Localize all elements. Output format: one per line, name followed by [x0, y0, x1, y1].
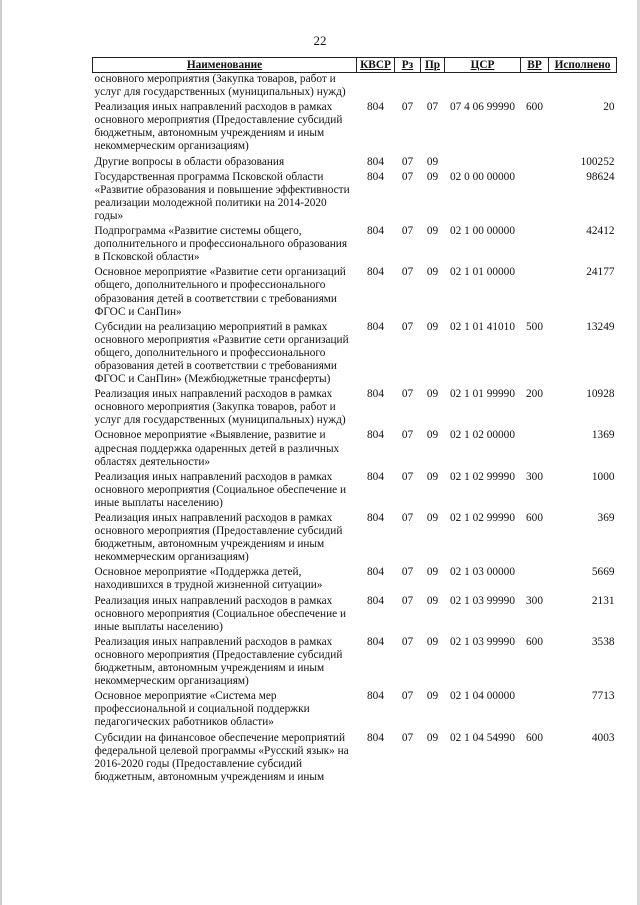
cell-done: 13249 [586, 320, 615, 333]
table-row [93, 386, 617, 427]
cell-vr [521, 73, 549, 100]
cell-name: основного мероприятия (Закупка товаров, работ и услуг для государственных (муниципальных) нужд) [94, 73, 346, 99]
cell-csr: 02 1 02 99990 [450, 470, 515, 483]
col-header-done: Исполнено [549, 58, 617, 73]
table-row [93, 730, 617, 784]
cell-pr: 09 [426, 566, 439, 579]
cell-kvsr: 804 [367, 566, 384, 579]
cell-csr: 02 1 04 00000 [450, 690, 515, 703]
cell-done: 20 [603, 101, 615, 114]
cell-name: Субсидии на реализацию мероприятий в рамках основного мероприятия «Развитие сети организаций общего, дополнительного и профессионального образования детей в соответствии с требованиями ФГОС и СанПин» (Межбюджетные трансферты) [94, 320, 349, 386]
cell-csr: 02 1 01 00000 [450, 266, 515, 279]
cell-done: 100252 [580, 155, 615, 168]
cell-vr: 600 [526, 635, 543, 648]
table-row [93, 264, 617, 318]
cell-csr: 02 1 04 54990 [450, 731, 515, 744]
cell-done: 98624 [586, 170, 615, 183]
cell-done: 7713 [591, 690, 615, 703]
cell-csr: 02 1 00 00000 [450, 225, 515, 238]
cell-pr: 09 [426, 594, 439, 607]
cell-rz: 07 [401, 512, 414, 524]
table-row [93, 634, 617, 688]
cell-vr: 200 [526, 388, 543, 401]
cell-rz: 07 [401, 388, 414, 401]
cell-pr: 09 [426, 225, 439, 238]
table-row [93, 593, 617, 634]
cell-pr: 09 [426, 470, 439, 483]
cell-vr: 300 [526, 594, 543, 607]
cell-rz: 07 [401, 320, 414, 333]
table-row [93, 688, 617, 729]
cell-kvsr: 804 [367, 512, 384, 524]
table-header-row [93, 58, 617, 73]
cell-done: 5669 [591, 566, 615, 579]
cell-done [549, 73, 617, 100]
cell-vr [521, 264, 549, 318]
table-row [93, 169, 617, 223]
cell-done: 1369 [591, 429, 615, 442]
cell-vr: 600 [526, 101, 543, 114]
cell-done: 1000 [591, 470, 615, 483]
cell-vr: 600 [526, 512, 543, 524]
cell-rz: 07 [401, 635, 414, 648]
cell-pr: 09 [426, 170, 439, 183]
cell-done: 2131 [591, 594, 615, 607]
cell-csr: 02 1 02 99990 [450, 512, 515, 524]
cell-done: 369 [597, 512, 615, 524]
cell-rz: 07 [401, 170, 414, 183]
table-row [93, 427, 617, 468]
cell-csr: 02 1 02 00000 [450, 429, 515, 442]
cell-pr: 09 [426, 690, 439, 703]
cell-vr [521, 564, 549, 592]
cell-csr: 02 1 03 99990 [450, 635, 515, 648]
cell-csr: 02 1 01 99990 [450, 388, 515, 401]
cell-vr: 500 [526, 320, 543, 333]
cell-pr: 09 [426, 155, 439, 168]
page-number: 22 [313, 33, 327, 48]
cell-name: Основное мероприятие «Система мер профессиональной и социальной поддержки педагогических работников области» [94, 690, 310, 729]
table-row [93, 154, 617, 169]
col-header-name: Наименование [93, 58, 357, 73]
cell-done: 3538 [591, 635, 615, 648]
table-row [93, 223, 617, 264]
cell-csr: 02 1 03 00000 [450, 566, 515, 579]
col-header-pr: Пр [421, 58, 445, 73]
cell-name: Основное мероприятие «Поддержка детей, находившихся в трудной жизненной ситуации» [94, 566, 323, 592]
cell-pr: 07 [426, 101, 439, 114]
cell-kvsr: 804 [367, 225, 384, 238]
cell-kvsr: 804 [367, 635, 384, 648]
cell-done: 24177 [586, 266, 615, 279]
cell-rz: 07 [401, 429, 414, 442]
cell-pr: 09 [426, 731, 439, 744]
cell-name: Реализация иных направлений расходов в рамках основного мероприятия (Предоставление субсидий бюджетным, автономным учреждениям и иным некоммерческим организациям) [94, 101, 343, 153]
cell-vr [521, 169, 549, 223]
table-body [93, 73, 617, 784]
cell-csr: 02 1 03 99990 [450, 594, 515, 607]
cell-rz: 07 [401, 266, 414, 279]
cell-name: Реализация иных направлений расходов в рамках основного мероприятия (Предоставление субсидий бюджетным, автономным учреждениям и иным некоммерческим организациям) [94, 512, 343, 564]
cell-name: Реализация иных направлений расходов в рамках основного мероприятия (Социальное обеспечение и иные выплаты населению) [94, 470, 347, 509]
cell-name: Реализация иных направлений расходов в рамках основного мероприятия (Социальное обеспечение и иные выплаты населению) [94, 594, 347, 633]
cell-pr: 09 [426, 512, 439, 524]
cell-vr: 600 [526, 731, 543, 744]
cell-kvsr: 804 [367, 170, 384, 183]
cell-kvsr: 804 [367, 429, 384, 442]
cell-name: Подпрограмма «Развитие системы общего, дополнительного и профессионального образования в Псковской области» [94, 225, 348, 264]
col-header-rz: Рз [395, 58, 421, 73]
cell-name: Государственная программа Псковской области «Развитие образования и повышение эффективности реализации молодежной политики на 2014-2020 годы» [94, 170, 350, 222]
cell-csr: 02 0 00 00000 [450, 170, 515, 183]
cell-csr: 02 1 01 41010 [450, 320, 515, 333]
cell-kvsr: 804 [367, 266, 384, 279]
cell-kvsr: 804 [367, 594, 384, 607]
table-row [93, 319, 617, 386]
cell-kvsr: 804 [367, 690, 384, 703]
cell-pr: 09 [426, 320, 439, 333]
cell-pr: 09 [426, 266, 439, 279]
col-header-csr: ЦСР [445, 58, 521, 73]
cell-vr [521, 427, 549, 468]
cell-csr [445, 73, 521, 100]
cell-pr [421, 73, 445, 100]
cell-vr [521, 223, 549, 264]
cell-rz: 07 [401, 731, 414, 744]
scan-edge-left [0, 0, 2, 905]
cell-vr [521, 154, 549, 169]
cell-pr: 09 [426, 429, 439, 442]
cell-name: Другие вопросы в области образования [94, 155, 285, 168]
cell-csr [445, 154, 521, 169]
cell-name: Основное мероприятие «Выявление, развитие и адресная поддержка одаренных детей в различных областях деятельности» [94, 429, 340, 468]
cell-kvsr: 804 [367, 155, 384, 168]
cell-done: 4003 [591, 731, 615, 744]
table-row [93, 99, 617, 153]
cell-vr: 300 [526, 470, 543, 483]
cell-rz [395, 73, 421, 100]
cell-rz: 07 [401, 225, 414, 238]
cell-rz: 07 [401, 470, 414, 483]
cell-kvsr [357, 73, 395, 100]
cell-kvsr: 804 [367, 731, 384, 744]
budget-table [92, 57, 617, 784]
table-row [93, 510, 617, 564]
cell-name: Субсидии на финансовое обеспечение мероприятий федеральной целевой программы «Русский язык» на 2016-2020 годы (Предоставление субсидий бюджетным, автономным учреждениям и иным [94, 731, 349, 783]
cell-name: Реализация иных направлений расходов в рамках основного мероприятия (Предоставление субсидий бюджетным, автономным учреждениям и иным некоммерческим организациям) [94, 635, 343, 688]
col-header-vr: ВР [521, 58, 549, 73]
cell-rz: 07 [401, 566, 414, 579]
cell-rz: 07 [401, 690, 414, 703]
cell-pr: 09 [426, 635, 439, 648]
cell-kvsr: 804 [367, 388, 384, 401]
cell-kvsr: 804 [367, 320, 384, 333]
table-row [93, 469, 617, 510]
cell-name: Реализация иных направлений расходов в рамках основного мероприятия (Закупка товаров, работ и услуг для государственных (муниципальных) нужд) [94, 388, 346, 427]
cell-rz: 07 [401, 101, 414, 114]
cell-vr [521, 688, 549, 729]
cell-pr: 09 [426, 388, 439, 401]
cell-kvsr: 804 [367, 101, 384, 114]
table-row [93, 73, 617, 100]
col-header-kvsr: КВСР [357, 58, 395, 73]
table-row [93, 564, 617, 592]
cell-rz: 07 [401, 155, 414, 168]
cell-name: Основное мероприятие «Развитие сети организаций общего, дополнительного и профессионального образования детей в соответствии с требованиями ФГОС и СанПин» [94, 266, 346, 318]
cell-rz: 07 [401, 594, 414, 607]
cell-done: 10928 [586, 388, 615, 401]
cell-kvsr: 804 [367, 470, 384, 483]
cell-done: 42412 [586, 225, 615, 238]
cell-csr: 07 4 06 99990 [450, 101, 515, 114]
